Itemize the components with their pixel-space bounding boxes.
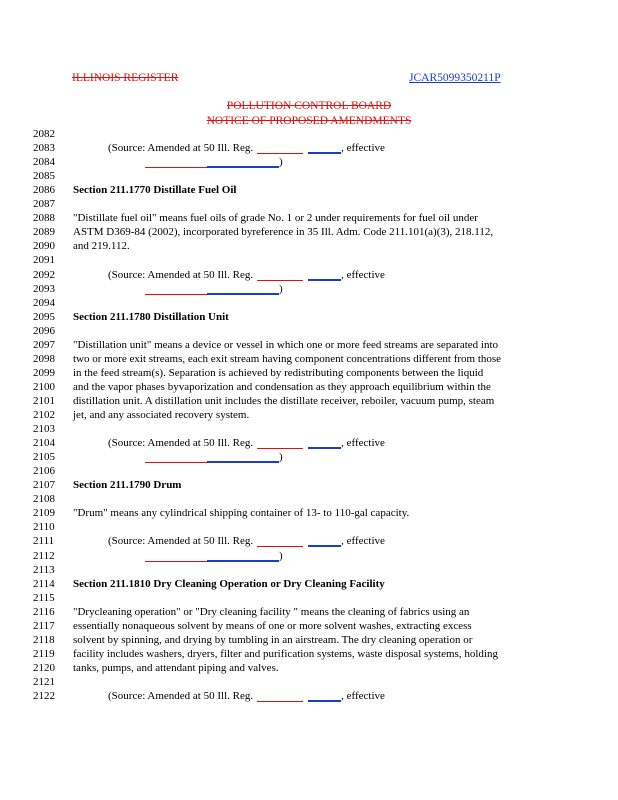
line-number: 2117 [33, 619, 55, 632]
line-text: (Source: Amended at 50 Ill. Reg. , effective [108, 690, 385, 702]
line-number: 2100 [33, 380, 55, 393]
doc-line [0, 451, 618, 465]
line-number: 2103 [33, 423, 55, 436]
line-number: 2092 [33, 268, 55, 281]
line-text: "Distillate fuel oil" means fuel oils of grade No. 1 or 2 under requirements for fuel oil under [73, 212, 478, 225]
line-text: Section 211.1770 Distillate Fuel Oil [73, 184, 237, 197]
doc-line [0, 423, 618, 437]
doc-line [0, 311, 618, 325]
doc-line [0, 620, 618, 634]
header-right: JCAR5099350211P [409, 72, 501, 84]
blank-page [308, 690, 341, 702]
doc-line [0, 240, 618, 254]
doc-line [0, 353, 618, 367]
line-text: and 219.112. [73, 240, 130, 253]
blank-volume [257, 438, 303, 449]
line-number: 2104 [33, 437, 55, 450]
doc-line [0, 254, 618, 268]
line-number: 2106 [33, 465, 55, 478]
line-text: (Source: Amended at 50 Ill. Reg. , effective [108, 268, 385, 281]
doc-line [0, 437, 618, 451]
blank-volume [257, 270, 303, 281]
doc-line [0, 170, 618, 184]
line-number: 2091 [33, 254, 55, 267]
source-continuation: ) [145, 283, 283, 295]
line-text: Section 211.1790 Drum [73, 479, 182, 492]
doc-line [0, 676, 618, 690]
doc-line [0, 465, 618, 479]
source-continuation: ) [145, 451, 283, 463]
doc-line [0, 156, 618, 170]
line-number: 2112 [33, 549, 55, 562]
doc-line [0, 662, 618, 676]
line-text: (Source: Amended at 50 Ill. Reg. , effective [108, 437, 385, 450]
doc-line [0, 128, 618, 142]
source-continuation: ) [145, 156, 283, 168]
line-text: Section 211.1780 Distillation Unit [73, 310, 229, 323]
line-number: 2094 [33, 296, 55, 309]
blank-page [308, 535, 341, 547]
line-number: 2093 [33, 282, 55, 295]
line-number: 2121 [33, 675, 55, 688]
doc-line [0, 479, 618, 493]
line-number: 2085 [33, 170, 55, 183]
notice-title: NOTICE OF PROPOSED AMENDMENTS [206, 115, 412, 127]
doc-line [0, 325, 618, 339]
doc-line [0, 198, 618, 212]
line-number: 2105 [33, 451, 55, 464]
line-number: 2122 [33, 690, 55, 702]
blank-volume [257, 691, 303, 702]
doc-line [0, 381, 618, 395]
line-text: essentially nonaqueous solvent by means of one or more solvent washes, extracting excess [73, 619, 472, 632]
doc-line [0, 226, 618, 240]
doc-line [0, 339, 618, 353]
line-text: tanks, pumps, and attendant piping and valves. [73, 661, 279, 674]
line-number: 2114 [33, 577, 55, 590]
line-number: 2095 [33, 310, 55, 323]
line-text: in the feed stream(s). Separation is achieved by redistributing components between the liquid [73, 366, 484, 379]
line-number: 2110 [33, 521, 55, 534]
line-number: 2096 [33, 324, 55, 337]
line-text: Section 211.1810 Dry Cleaning Operation or Dry Cleaning Facility [73, 577, 385, 590]
doc-line [0, 142, 618, 156]
line-text: jet, and any associated recovery system. [73, 409, 250, 421]
line-text: (Source: Amended at 50 Ill. Reg. , effective [108, 142, 385, 155]
line-text: facility includes washers, dryers, filter and purification systems, waste disposal systems, holding [73, 647, 498, 660]
line-number: 2116 [33, 605, 55, 618]
line-number: 2084 [33, 156, 55, 169]
line-text: "Distillation unit" means a device or vessel in which one or more feed streams are separated into [73, 338, 499, 351]
doc-line [0, 493, 618, 507]
doc-line [0, 564, 618, 578]
line-number: 2101 [33, 394, 55, 407]
line-text: two or more exit streams, each exit stream having component concentrations different from those [73, 352, 502, 365]
line-number: 2089 [33, 226, 55, 239]
doc-line [0, 634, 618, 648]
doc-line [0, 592, 618, 606]
line-number: 2102 [33, 409, 55, 421]
line-text: "Drum" means any cylindrical shipping container of 13- to 110-gal capacity. [73, 507, 410, 520]
blank-volume [257, 143, 303, 154]
doc-line [0, 648, 618, 662]
board-title: POLLUTION CONTROL BOARD [226, 100, 392, 112]
line-number: 2086 [33, 184, 55, 197]
doc-line [0, 297, 618, 311]
blank-page [308, 142, 341, 154]
line-text: solvent by spinning, and drying by tumbling in an airstream. The dry cleaning operation or [73, 633, 473, 646]
doc-line [0, 507, 618, 521]
header-left: ILLINOIS REGISTER [72, 72, 179, 84]
blank-page [308, 437, 341, 449]
doc-line [0, 606, 618, 620]
line-number: 2108 [33, 493, 55, 506]
doc-line [0, 521, 618, 535]
doc-line [0, 212, 618, 226]
line-number: 2115 [33, 591, 55, 604]
doc-line [0, 550, 618, 564]
line-number: 2107 [33, 479, 55, 492]
line-number: 2097 [33, 338, 55, 351]
doc-line [0, 367, 618, 381]
doc-line [0, 395, 618, 409]
doc-line [0, 409, 618, 423]
source-continuation: ) [145, 550, 283, 562]
line-number: 2083 [33, 142, 55, 155]
line-number: 2109 [33, 507, 55, 520]
line-text: and the vapor phases byvaporization and condensation as they approach equilibrium within the [73, 380, 491, 393]
line-number: 2099 [33, 366, 55, 379]
line-number: 2088 [33, 212, 55, 225]
line-text: ASTM D369-84 (2002), incorporated byreference in 35 Ill. Adm. Code 211.101(a)(3), 218.112, [73, 226, 494, 239]
doc-line [0, 269, 618, 283]
line-number: 2087 [33, 198, 55, 211]
line-text: "Drycleaning operation" or "Dry cleaning facility " means the cleaning of fabrics using an [73, 605, 470, 618]
doc-line [0, 283, 618, 297]
line-number: 2090 [33, 240, 55, 253]
line-number: 2111 [33, 535, 55, 548]
line-number: 2098 [33, 352, 55, 365]
doc-line [0, 690, 618, 704]
doc-line [0, 535, 618, 549]
line-text: (Source: Amended at 50 Ill. Reg. , effective [108, 535, 385, 548]
line-number: 2120 [33, 661, 55, 674]
doc-line [0, 184, 618, 198]
doc-line [0, 578, 618, 592]
line-number: 2119 [33, 647, 55, 660]
blank-page [308, 269, 341, 281]
blank-volume [257, 536, 303, 547]
line-number: 2118 [33, 633, 55, 646]
line-number: 2113 [33, 563, 55, 576]
line-text: distillation unit. A distillation unit includes the distillate receiver, reboiler, vacuum pump, steam [73, 394, 495, 407]
line-number: 2082 [33, 128, 55, 140]
